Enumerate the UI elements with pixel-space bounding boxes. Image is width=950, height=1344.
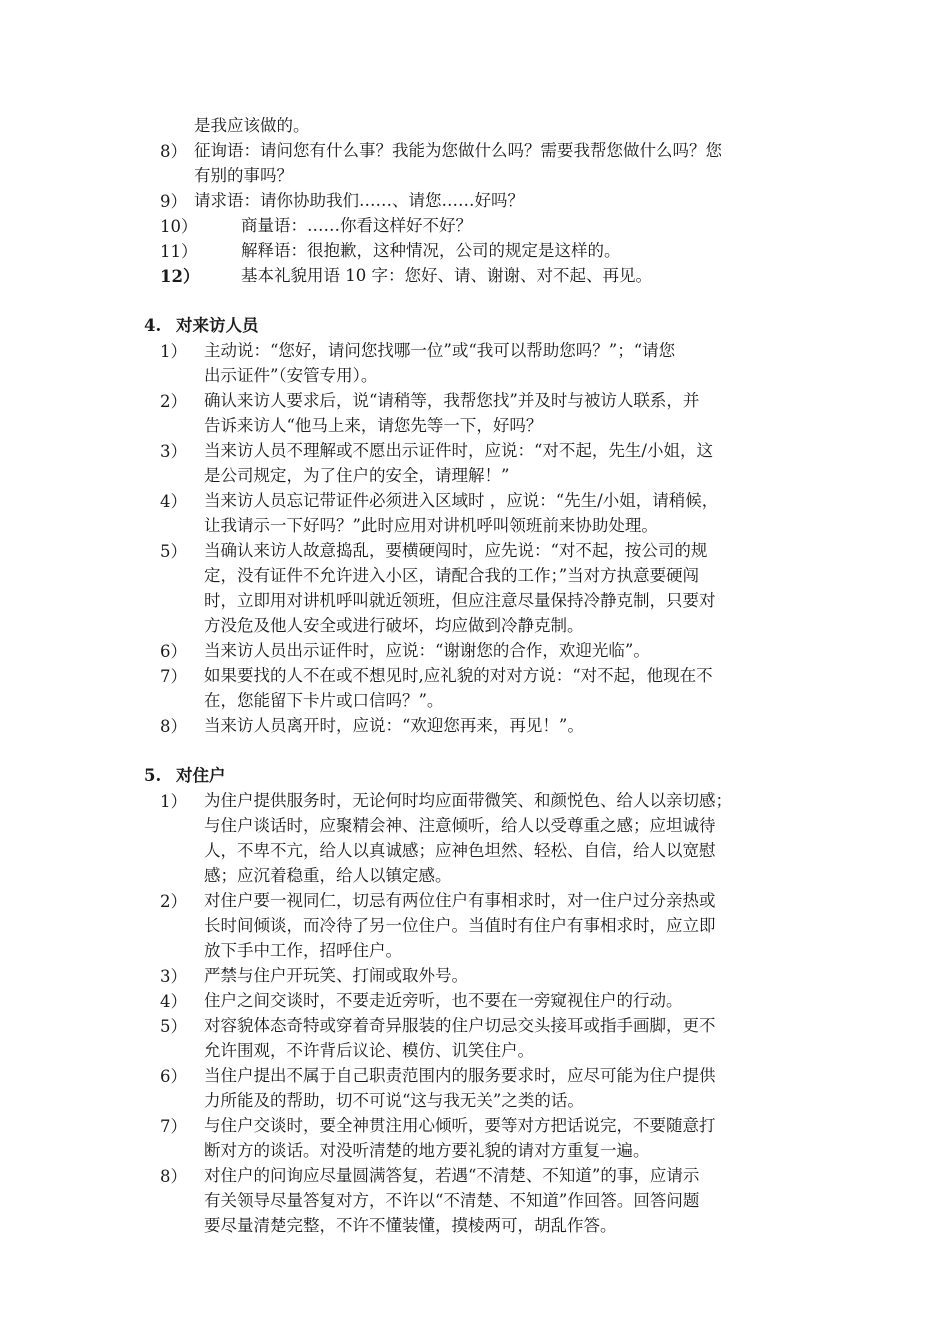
list-number: 7）	[160, 1117, 187, 1136]
list-text: 当确认来访人故意捣乱，要横硬闯时，应先说：“对不起，按公司的规	[204, 541, 708, 560]
list-text: 当住户提出不属于自己职责范围内的服务要求时，应尽可能为住户提供	[204, 1066, 716, 1085]
list-text: 当来访人员忘记带证件必须进入区域时 ，应说：“先生/小姐，请稍候，	[204, 491, 719, 510]
list-number: 8）	[160, 717, 187, 736]
list-text: 感；应沉着稳重，给人以镇定感。	[204, 866, 452, 885]
section-title: 对住户	[176, 766, 226, 785]
list-text: 出示证件”（安管专用）。	[204, 366, 378, 385]
list-number: 11）	[160, 242, 198, 261]
list-number: 4）	[160, 992, 187, 1011]
list-text: 当来访人员离开时，应说：“欢迎您再来，再见！”。	[204, 716, 584, 735]
continuation-line: 是我应该做的。	[194, 116, 310, 135]
list-number: 12）	[160, 267, 200, 286]
section-heading	[144, 763, 226, 788]
list-text: 当来访人员不理解或不愿出示证件时，应说：“对不起，先生/小姐，这	[204, 441, 713, 460]
list-text: 放下手中工作，招呼住户。	[204, 941, 402, 960]
list-text: 时，立即用对讲机呼叫就近领班，但应注意尽量保持冷静克制，只要对	[204, 591, 716, 610]
list-number: 2）	[160, 892, 187, 911]
list-text: 请求语：请你协助我们……、请您……好吗？	[194, 191, 524, 210]
list-text: 确认来访人要求后，说“请稍等，我帮您找”并及时与被访人联系，并	[204, 391, 700, 410]
list-text: 告诉来访人“他马上来，请您先等一下，好吗？	[204, 416, 543, 435]
list-number: 6）	[160, 1067, 187, 1086]
list-number: 1）	[160, 342, 187, 361]
list-text: 对容貌体态奇特或穿着奇异服装的住户切忌交头接耳或指手画脚，更不	[204, 1016, 716, 1035]
list-text: 力所能及的帮助，切不可说“这与我无关”之类的话。	[204, 1091, 584, 1110]
list-text: 住户之间交谈时，不要走近旁听，也不要在一旁窥视住户的行动。	[204, 991, 683, 1010]
list-number: 2）	[160, 392, 187, 411]
list-text: 让我请示一下好吗？”此时应用对讲机呼叫领班前来协助处理。	[204, 516, 658, 535]
list-number: 8）	[160, 1167, 187, 1186]
list-text: 对住户的问询应尽量圆满答复，若遇“不清楚、不知道”的事，应请示	[204, 1166, 700, 1185]
list-number: 4）	[160, 492, 187, 511]
list-text: 与住户交谈时，要全神贯注用心倾听，要等对方把话说完，不要随意打	[204, 1116, 716, 1135]
list-text: 是公司规定，为了住户的安全，请理解！”	[204, 466, 510, 485]
list-number: 1）	[160, 792, 187, 811]
list-text: 严禁与住户开玩笑、打闹或取外号。	[204, 966, 468, 985]
list-number: 3）	[160, 442, 187, 461]
list-text: 人，不卑不亢，给人以真诚感；应神色坦然、轻松、自信，给人以宽慰	[204, 841, 716, 860]
list-text: 在，您能留下卡片或口信吗？”。	[204, 691, 444, 710]
list-text: 有别的事吗？	[194, 166, 293, 185]
list-number: 9）	[160, 192, 187, 211]
list-text: 为住户提供服务时，无论何时均应面带微笑、和颜悦色、给人以亲切感；	[204, 791, 732, 810]
list-number: 8）	[160, 142, 187, 161]
list-text: 要尽量清楚完整，不许不懂装懂，摸棱两可，胡乱作答。	[204, 1216, 617, 1235]
list-text: 征询语：请问您有什么事？我能为您做什么吗？需要我帮您做什么吗？您	[194, 141, 722, 160]
list-number: 5）	[160, 542, 187, 561]
list-text: 有关领导尽量答复对方，不许以“不清楚、不知道”作回答。回答问题	[204, 1191, 700, 1210]
section-number: 4.	[144, 316, 162, 335]
list-text: 允许围观，不许背后议论、模仿、讥笑住户。	[204, 1041, 534, 1060]
list-number: 6）	[160, 642, 187, 661]
list-number: 10）	[160, 217, 198, 236]
list-text: 定，没有证件不允许进入小区，请配合我的工作；”当对方执意要硬闯	[204, 566, 700, 585]
list-number: 3）	[160, 967, 187, 986]
list-text: 解释语：很抱歉，这种情况，公司的规定是这样的。	[241, 241, 621, 260]
list-number: 5）	[160, 1017, 187, 1036]
list-number: 7）	[160, 667, 187, 686]
list-text: 对住户要一视同仁，切忌有两位住户有事相求时，对一住户过分亲热或	[204, 891, 716, 910]
list-text: 长时间倾谈，而冷待了另一位住户。当值时有住户有事相求时，应立即	[204, 916, 716, 935]
list-text: 与住户谈话时，应聚精会神、注意倾听，给人以受尊重之感；应坦诚待	[204, 816, 716, 835]
list-text: 当来访人员出示证件时，应说：“谢谢您的合作，欢迎光临”。	[204, 641, 650, 660]
list-text: 商量语：……你看这样好不好？	[241, 216, 472, 235]
section-heading	[144, 313, 259, 338]
list-text: 主动说：“您好，请问您找哪一位”或“我可以帮助您吗？”；“请您	[204, 341, 676, 360]
section-title: 对来访人员	[176, 316, 259, 335]
list-text: 方没危及他人安全或进行破坏，均应做到冷静克制。	[204, 616, 584, 635]
list-text: 如果要找的人不在或不想见时,应礼貌的对对方说：“对不起，他现在不	[204, 666, 713, 685]
section-number: 5.	[144, 766, 162, 785]
list-text: 基本礼貌用语 10 字：您好、请、谢谢、对不起、再见。	[241, 266, 652, 285]
list-text: 断对方的谈话。对没听清楚的地方要礼貌的请对方重复一遍。	[204, 1141, 650, 1160]
